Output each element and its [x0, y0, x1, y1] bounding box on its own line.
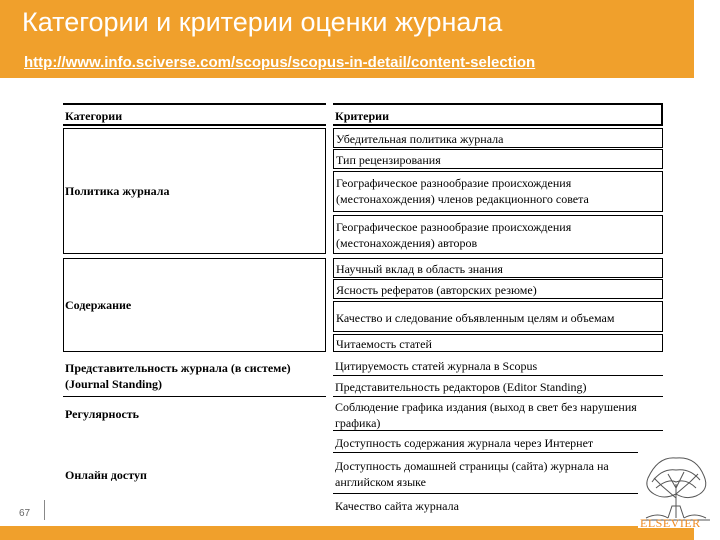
- header-divider: [661, 103, 663, 126]
- criterion-cell: Географическое разнообразие происхождения (местонахождения) членов редакционного совета: [333, 171, 663, 212]
- criterion-cell: Качество и следование объявленным целям и объемам: [333, 301, 663, 332]
- header-rule-left: [63, 103, 326, 105]
- criterion-cell: Читаемость статей: [333, 334, 663, 352]
- criterion-cell: Соблюдение графика издания (выход в свет без нарушения графика): [333, 398, 663, 431]
- page-number: 67: [19, 508, 31, 519]
- table-header-criteria: Критерии: [335, 109, 390, 123]
- criterion-cell: Научный вклад в область знания: [333, 258, 663, 278]
- criterion-cell: Качество сайта журнала: [335, 499, 459, 513]
- criterion-cell: Тип рецензирования: [333, 149, 663, 169]
- criterion-cell: Доступность содержания журнала через Интернет: [333, 433, 663, 453]
- page-number-divider: [44, 500, 45, 520]
- criterion-cell: Представительность редакторов (Editor Standing): [333, 377, 663, 397]
- elsevier-logo-text: ELSEVIER: [640, 516, 701, 530]
- table-header-category: Категории: [65, 109, 123, 123]
- category-label: Содержание: [65, 298, 132, 312]
- criterion-cell: Географическое разнообразие происхождения (местонахождения) авторов: [333, 215, 663, 254]
- footer-bar: [0, 526, 694, 540]
- slide-title: Категории и критерии оценки журнала: [22, 7, 503, 37]
- criterion-cell: Доступность домашней страницы (сайта) журнала на английском языке: [333, 456, 663, 494]
- criterion-cell: Цитируемость статей журнала в Scopus: [333, 356, 663, 376]
- criterion-cell: Ясность рефератов (авторских резюме): [333, 279, 663, 299]
- header-under-left: [63, 124, 326, 126]
- row-rule-left: [63, 396, 326, 397]
- criterion-cell: Убедительная политика журнала: [333, 128, 663, 148]
- category-label: Регулярность: [65, 407, 140, 421]
- header-rule-right: [333, 103, 663, 105]
- category-label: Представительность журнала (в системе) (Journal Standing): [65, 361, 291, 391]
- category-label: Политика журнала: [65, 184, 170, 198]
- category-label: Онлайн доступ: [65, 468, 147, 482]
- source-url-link[interactable]: http://www.info.sciverse.com/scopus/scopus-in-detail/content-selection: [24, 54, 536, 71]
- header-under-right: [333, 124, 663, 126]
